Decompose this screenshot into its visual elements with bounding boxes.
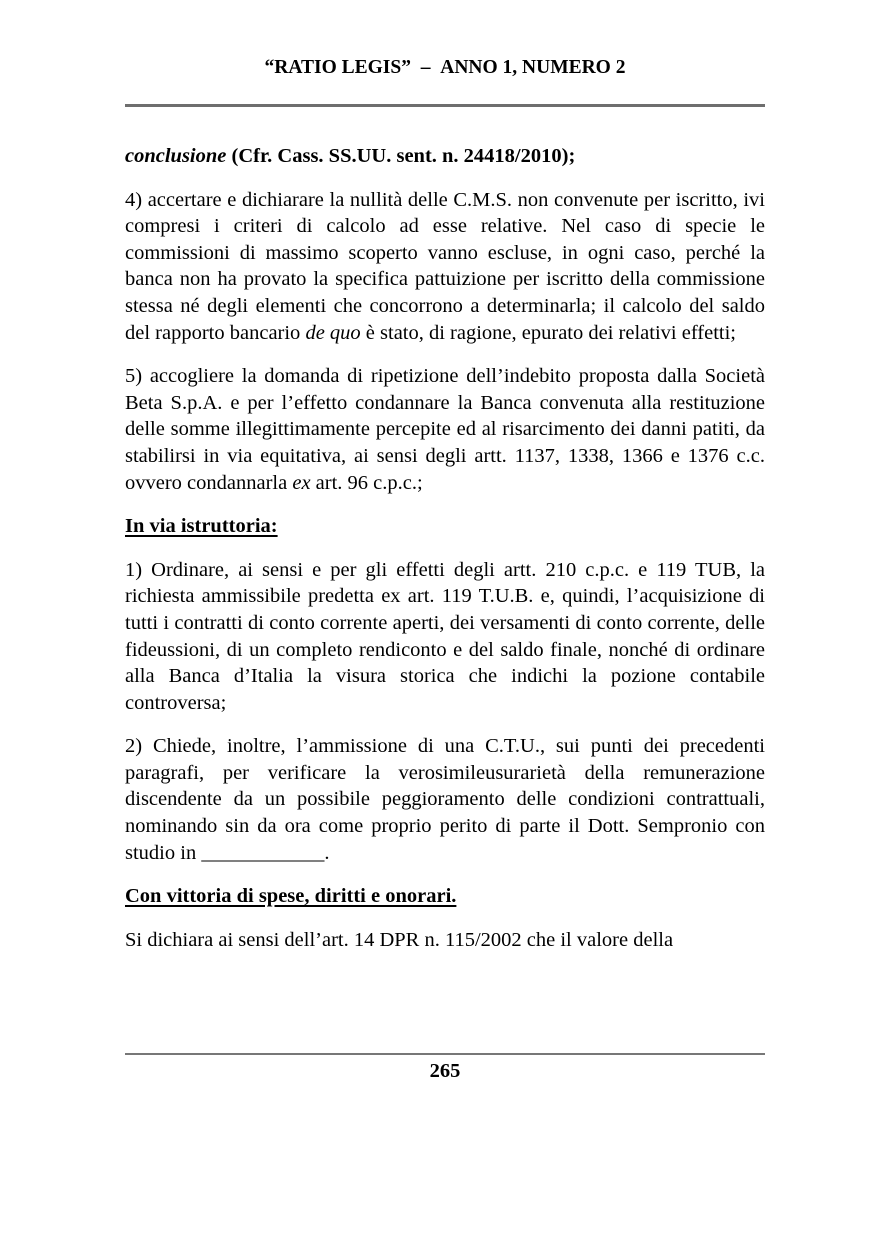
value-declaration-line: Si dichiara ai sensi dell’art. 14 DPR n. 115/2002 che il valore della [125, 928, 674, 951]
page-header [0, 0, 875, 80]
latin-phrase-de-quo: de quo [305, 321, 361, 344]
section-heading-vittoria: Con vittoria di spese, diritti e onorari. [125, 885, 457, 908]
claim-point-4-text: 4) accertare e dichiarare la nullità delle C.M.S. non convenute per iscritto, ivi compresi i criteri di calcolo ad esse relative. Nel caso di specie le commissioni di massimo scoperto vanno escluse, in ogni caso, perché la banca non ha provato la specifica pattuizione per iscritto della commissione stessa né degli elementi che concorrono a determinarla; il calcolo del saldo del rapporto bancario [125, 188, 765, 344]
document-body [0, 107, 875, 953]
page-number: 265 [429, 1060, 461, 1082]
section-heading-istruttoria: In via istruttoria: [125, 515, 278, 538]
claim-point-5 [125, 363, 765, 496]
latin-phrase-ex: ex [292, 471, 311, 494]
conclusion-citation-line [125, 143, 765, 170]
cassation-citation: (Cfr. Cass. SS.UU. sent. n. 24418/2010); [226, 145, 576, 167]
claim-point-5-text: 5) accogliere la domanda di ripetizione dell’indebito proposta dalla Società Beta S.p.A. e per l’effetto condannare la Banca convenuta alla restituzione delle somme illegittimamente percepite ed al risarcimento dei danni patiti, da stabilirsi in via equitativa, ai sensi degli artt. 1137, 1338, 1366 e 1376 c.c. ovvero condannarla [125, 365, 765, 494]
footer-divider [125, 1053, 765, 1055]
claim-point-4 [125, 187, 765, 347]
claim-point-4-tail: è stato, di ragione, epurato dei relativi effetti; [360, 321, 736, 344]
conclusion-term: conclusione [125, 145, 227, 167]
istruttoria-point-2: 2) Chiede, inoltre, l’ammissione di una C.T.U., sui punti dei precedenti paragrafi, per verificare la verosimileusurarietà della remunerazione discendente da un possibile peggioramento delle condizioni contrattuali, nominando sin da ora come proprio perito di parte il Dott. Sempronio con studio in ____________. [125, 735, 765, 864]
claim-point-5-tail: art. 96 c.p.c.; [310, 471, 423, 494]
journal-title: “RATIO LEGIS” – ANNO 1, NUMERO 2 [264, 57, 626, 78]
istruttoria-point-1: 1) Ordinare, ai sensi e per gli effetti degli artt. 210 c.p.c. e 119 TUB, la richiesta ammissibile predetta ex art. 119 T.U.B. e, quindi, l’acquisizione di tutti i contratti di conto corrente aperti, dei versamenti di conto corrente, delle fideussioni, di un completo rendiconto e del saldo finale, nonché di ordinare alla Banca d’Italia la visura storica che indichi la pozione contabile controversa; [125, 558, 765, 714]
